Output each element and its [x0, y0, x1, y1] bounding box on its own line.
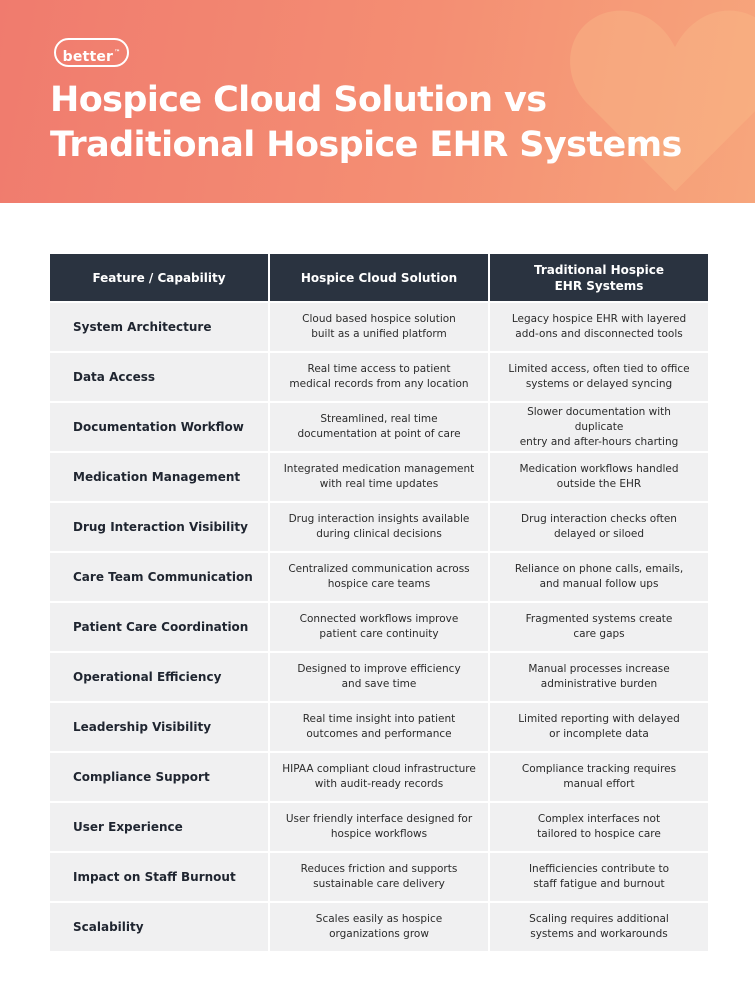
traditional-line-2: systems or delayed syncing [525, 378, 673, 390]
cloud-line-2: documentation at point of care [297, 428, 461, 440]
traditional-line-1: Manual processes increase [528, 663, 670, 675]
table-row [50, 703, 708, 751]
cloud-line-1: Real time insight into patient [302, 713, 456, 725]
traditional-line-2: manual effort [563, 778, 635, 790]
traditional-line-2: systems and workarounds [530, 928, 668, 940]
cloud-line-2: patient care continuity [319, 628, 439, 640]
header-traditional-line-2: EHR Systems [554, 278, 644, 293]
traditional-cell [490, 803, 708, 851]
traditional-line-1: Medication workflows handled [519, 463, 679, 475]
cloud-line-2: during clinical decisions [316, 528, 442, 540]
traditional-line-1: Inefficiencies contribute to [528, 863, 670, 875]
traditional-cell [490, 553, 708, 601]
comparison-table-container [50, 254, 706, 951]
traditional-line-1: Compliance tracking requires [521, 763, 677, 775]
header-traditional [490, 254, 708, 301]
table-row [50, 753, 708, 801]
cloud-line-2: and save time [341, 678, 417, 690]
cloud-cell [270, 553, 488, 601]
traditional-line-2: delayed or siloed [553, 528, 645, 540]
cloud-line-2: hospice workflows [330, 828, 428, 840]
table-row [50, 853, 708, 901]
table-row [50, 603, 708, 651]
table-row [50, 453, 708, 501]
cloud-line-1: Real time access to patient [307, 363, 451, 375]
feature-cell: Compliance Support [50, 753, 268, 801]
traditional-cell [490, 703, 708, 751]
traditional-cell [490, 653, 708, 701]
traditional-cell [490, 353, 708, 401]
traditional-line-1: Reliance on phone calls, emails, [514, 563, 684, 575]
traditional-line-2: entry and after-hours charting [519, 435, 679, 448]
cloud-cell [270, 353, 488, 401]
table-header-row [50, 254, 708, 301]
cloud-line-2: sustainable care delivery [313, 878, 445, 890]
cloud-cell [270, 803, 488, 851]
feature-cell: Operational Efficiency [50, 653, 268, 701]
cloud-cell [270, 503, 488, 551]
traditional-cell [490, 403, 708, 451]
traditional-cell [490, 753, 708, 801]
traditional-line-2: add-ons and disconnected tools [515, 328, 683, 340]
traditional-cell [490, 903, 708, 951]
cloud-cell [270, 453, 488, 501]
table-body [50, 303, 708, 951]
traditional-line-1: Fragmented systems create [525, 613, 673, 625]
cloud-line-1: Scales easily as hospice [315, 913, 443, 925]
cloud-line-1: HIPAA compliant cloud infrastructure [282, 763, 476, 775]
cloud-line-2: hospice care teams [327, 578, 431, 590]
header-feature: Feature / Capability [50, 254, 268, 301]
cloud-line-1: Integrated medication management [283, 463, 475, 475]
traditional-line-2: care gaps [573, 628, 625, 640]
table-row [50, 803, 708, 851]
cloud-line-1: Cloud based hospice solution [302, 313, 456, 325]
table-row [50, 553, 708, 601]
feature-cell: Data Access [50, 353, 268, 401]
traditional-line-2: administrative burden [540, 678, 658, 690]
cloud-line-1: Centralized communication across [288, 563, 470, 575]
feature-cell: Scalability [50, 903, 268, 951]
header-traditional-line-1: Traditional Hospice [534, 262, 664, 277]
cloud-cell [270, 853, 488, 901]
brand-logo [54, 38, 129, 67]
traditional-line-2: tailored to hospice care [537, 828, 661, 840]
table-row [50, 903, 708, 951]
traditional-line-1: Limited access, often tied to office [508, 363, 690, 375]
cloud-line-2: with real time updates [319, 478, 439, 490]
hero-banner [0, 0, 755, 203]
cloud-cell [270, 653, 488, 701]
logo-trademark: ™ [114, 49, 121, 56]
title-line-2: Traditional Hospice EHR Systems [50, 125, 682, 165]
cloud-line-1: Designed to improve efficiency [297, 663, 461, 675]
logo-text: better [62, 49, 114, 65]
traditional-line-1: Scaling requires additional [529, 913, 669, 925]
traditional-line-2: and manual follow ups [539, 578, 659, 590]
cloud-line-2: medical records from any location [289, 378, 469, 390]
cloud-line-1: Reduces friction and supports [300, 863, 458, 875]
cloud-cell [270, 403, 488, 451]
traditional-cell [490, 853, 708, 901]
table-row [50, 653, 708, 701]
title-line-1: Hospice Cloud Solution vs [50, 80, 547, 120]
feature-cell: Patient Care Coordination [50, 603, 268, 651]
cloud-cell [270, 603, 488, 651]
feature-cell: User Experience [50, 803, 268, 851]
feature-cell: Drug Interaction Visibility [50, 503, 268, 551]
cloud-line-2: with audit-ready records [314, 778, 444, 790]
traditional-cell [490, 303, 708, 351]
cloud-line-2: organizations grow [329, 928, 429, 940]
cloud-line-1: Streamlined, real time [320, 413, 438, 425]
traditional-line-1: Slower documentation with duplicate [527, 405, 671, 433]
cloud-line-2: outcomes and performance [306, 728, 452, 740]
cloud-cell [270, 903, 488, 951]
traditional-line-1: Drug interaction checks often [521, 513, 677, 525]
traditional-cell [490, 603, 708, 651]
table-row [50, 353, 708, 401]
cloud-line-2: built as a unified platform [311, 328, 447, 340]
cloud-cell [270, 753, 488, 801]
traditional-line-2: outside the EHR [556, 478, 642, 490]
feature-cell: Impact on Staff Burnout [50, 853, 268, 901]
traditional-line-2: staff fatigue and burnout [533, 878, 665, 890]
feature-cell: System Architecture [50, 303, 268, 351]
traditional-cell [490, 503, 708, 551]
cloud-line-1: User friendly interface designed for [285, 813, 473, 825]
table-row [50, 503, 708, 551]
table-row [50, 403, 708, 451]
header-cloud: Hospice Cloud Solution [270, 254, 488, 301]
traditional-cell [490, 453, 708, 501]
feature-cell: Leadership Visibility [50, 703, 268, 751]
traditional-line-2: or incomplete data [549, 728, 649, 740]
traditional-line-1: Limited reporting with delayed [518, 713, 680, 725]
cloud-line-1: Connected workflows improve [299, 613, 459, 625]
feature-cell: Care Team Communication [50, 553, 268, 601]
traditional-line-1: Complex interfaces not [537, 813, 661, 825]
feature-cell: Documentation Workflow [50, 403, 268, 451]
traditional-line-1: Legacy hospice EHR with layered [511, 313, 687, 325]
comparison-table [48, 252, 710, 953]
feature-cell: Medication Management [50, 453, 268, 501]
cloud-cell [270, 303, 488, 351]
cloud-cell [270, 703, 488, 751]
cloud-line-1: Drug interaction insights available [288, 513, 470, 525]
page-title [50, 78, 740, 168]
table-row [50, 303, 708, 351]
